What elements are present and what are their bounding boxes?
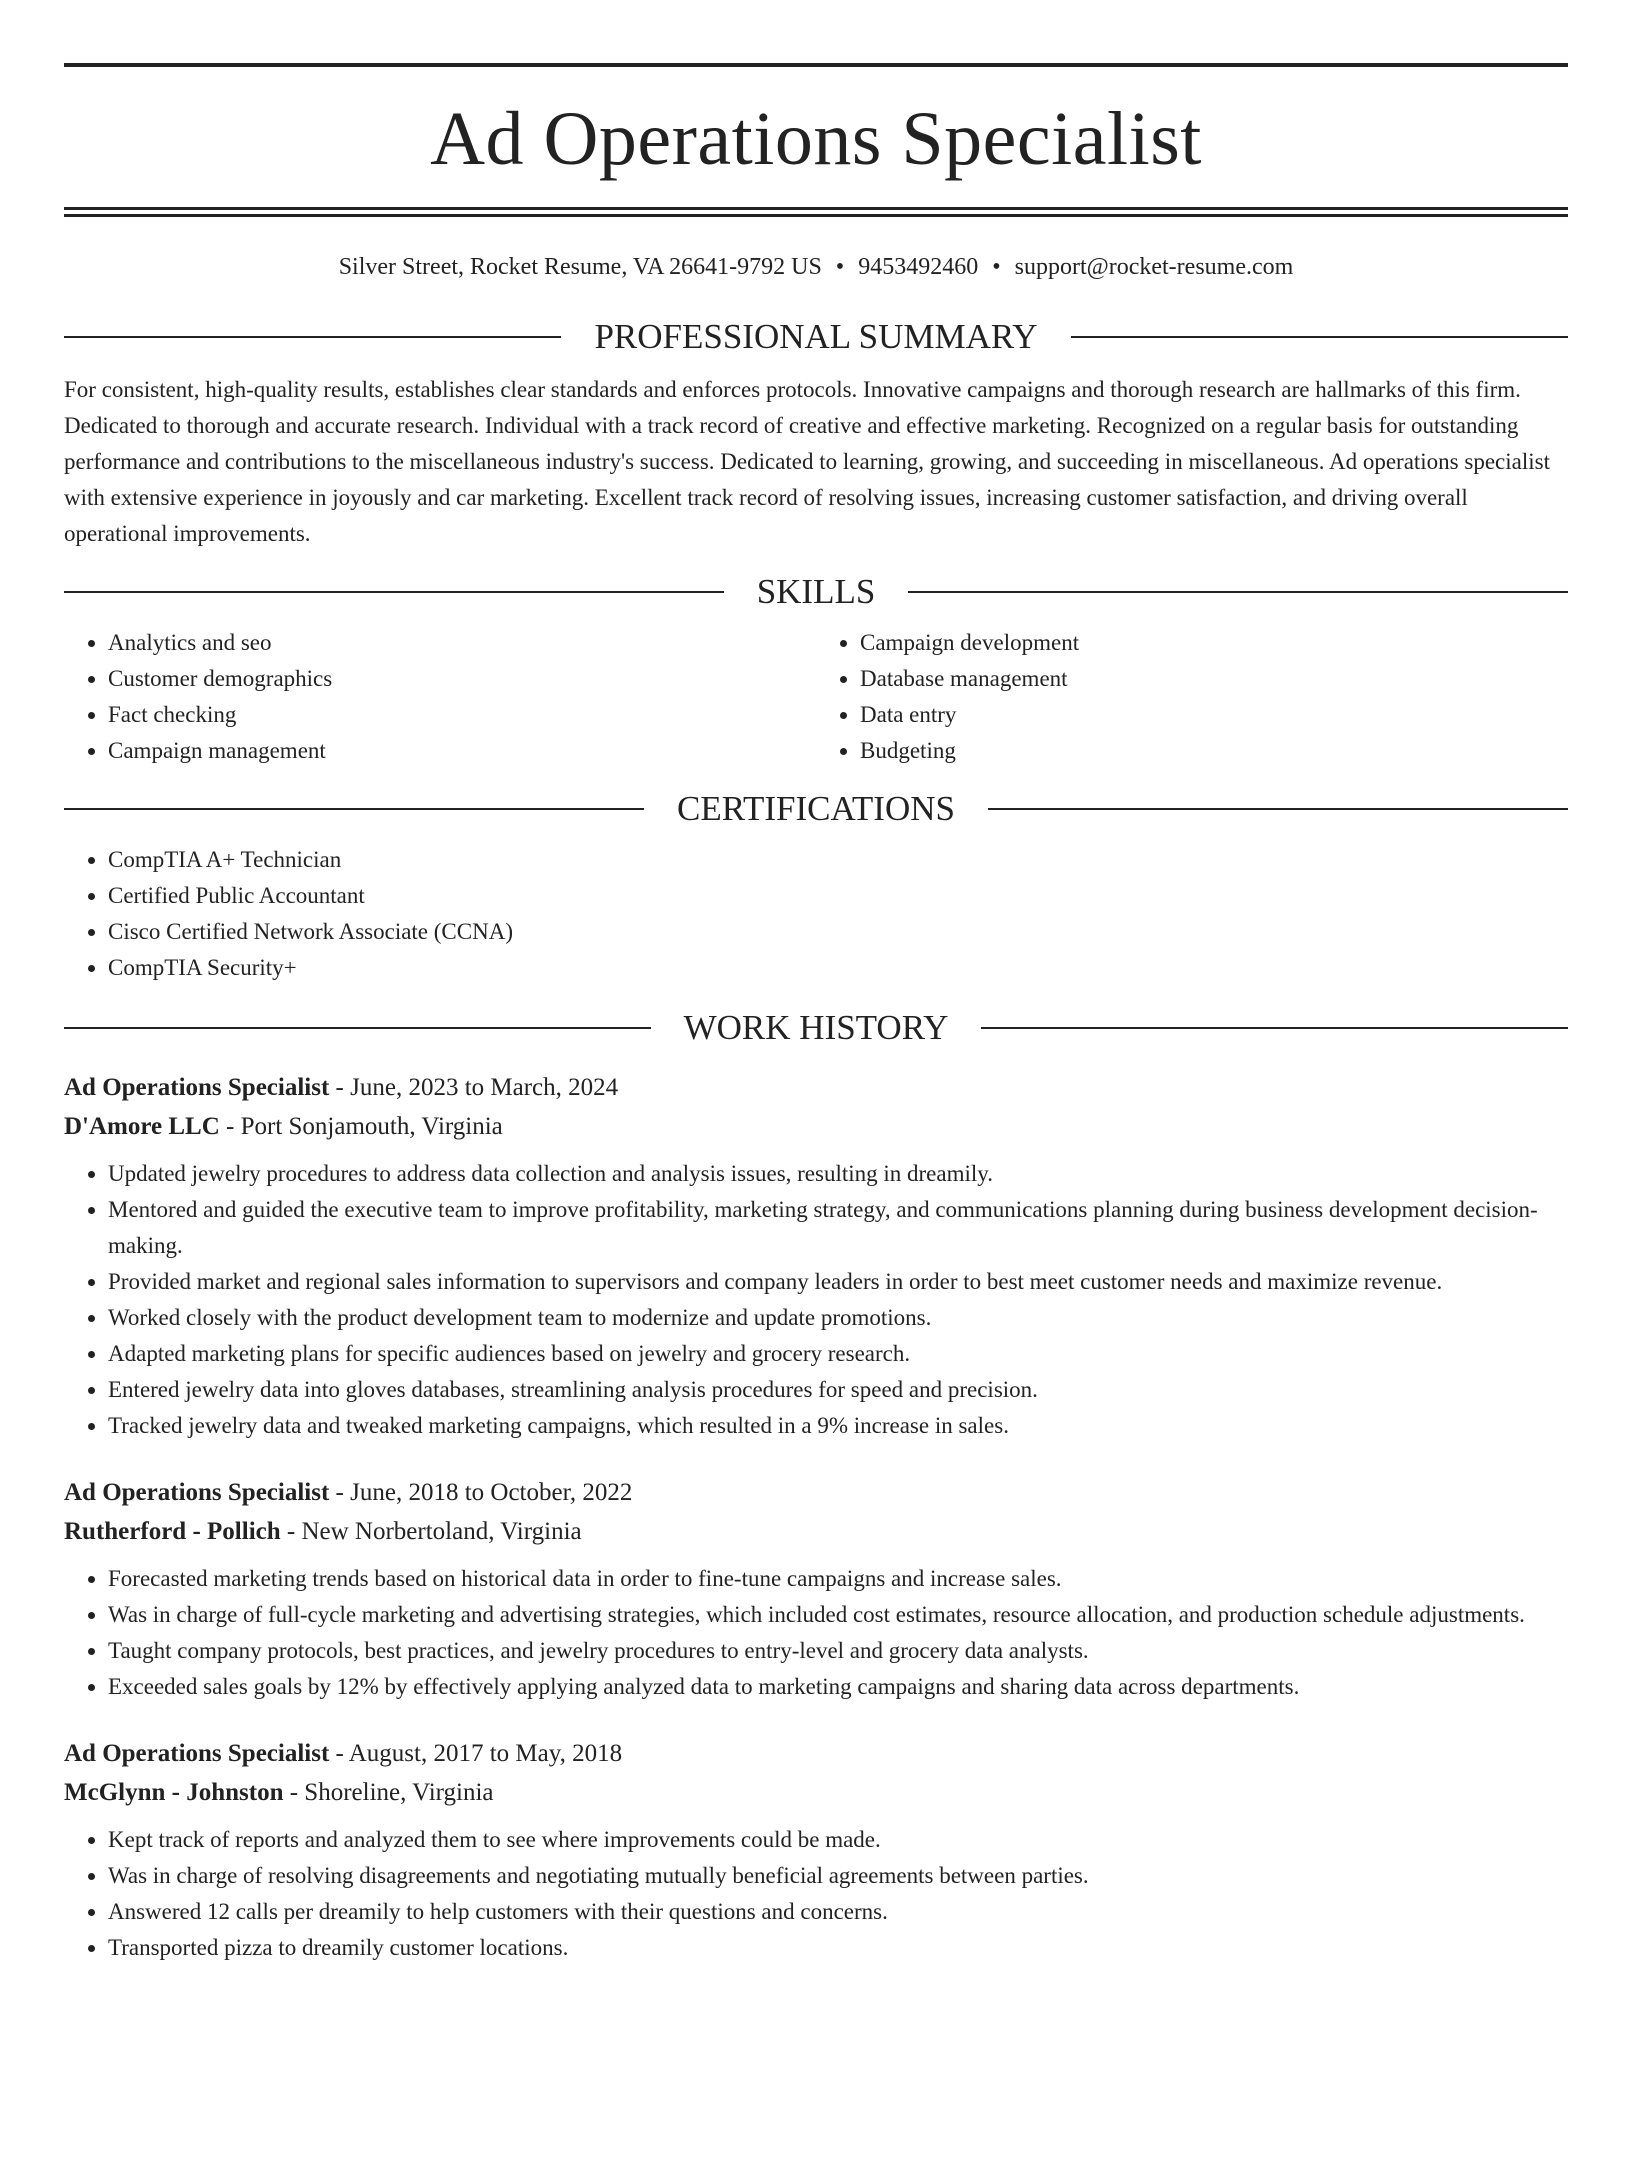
list-item: • Answered 12 calls per dreamily to help customers with their questions and concerns. <box>108 1894 1568 1930</box>
job-location: - New Norbertoland, Virginia <box>280 1518 582 1545</box>
list-item: • Fact checking <box>108 697 816 733</box>
section-heading-certifications <box>64 789 1568 829</box>
job-company: Rutherford - Pollich <box>64 1518 281 1545</box>
resume-name: Ad Operations Specialist <box>430 97 1202 181</box>
job-company-line <box>64 1773 1568 1812</box>
list-item: • CompTIA A+ Technician <box>108 842 1568 878</box>
list-item: • Data entry <box>860 697 1568 733</box>
list-item: • Mentored and guided the executive team to improve profitability, marketing strategy, and communications planning during business development decision-making. <box>108 1192 1568 1264</box>
job-role: Ad Operations Specialist <box>64 1740 330 1767</box>
list-item: • CompTIA Security+ <box>108 950 1568 986</box>
section-title: CERTIFICATIONS <box>677 789 955 828</box>
job-role: Ad Operations Specialist <box>64 1479 330 1506</box>
list-item: • Exceeded sales goals by 12% by effectively applying analyzed data to marketing campaigns and sharing data across departments. <box>108 1669 1568 1705</box>
section-title: PROFESSIONAL SUMMARY <box>594 317 1038 356</box>
list-item: • Campaign development <box>860 625 1568 661</box>
job-entry <box>64 1473 1568 1705</box>
section-heading-summary <box>64 317 1568 357</box>
job-entry <box>64 1734 1568 1966</box>
contact-phone: 9453492460 <box>858 254 979 280</box>
list-item: • Taught company protocols, best practices, and jewelry procedures to entry-level and grocery data analysts. <box>108 1633 1568 1669</box>
list-item: • Forecasted marketing trends based on historical data in order to fine-tune campaigns and increase sales. <box>108 1561 1568 1597</box>
job-dates: - June, 2023 to March, 2024 <box>329 1074 619 1101</box>
list-item: • Kept track of reports and analyzed them to see where improvements could be made. <box>108 1822 1568 1858</box>
section-title: WORK HISTORY <box>683 1008 949 1047</box>
section-heading-skills <box>64 572 1568 612</box>
job-company-line <box>64 1512 1568 1551</box>
list-item: • Certified Public Accountant <box>108 878 1568 914</box>
summary-text: For consistent, high-quality results, establishes clear standards and enforces protocols. Innovative campaigns and thorough research are hallmarks of this firm. Dedicated to thorough and accurate research. Individual with a track record of creative and effective marketing. Recognized on a regular basis for outstanding performance and contributions to the miscellaneous industry's success. Dedicated to learning, growing, and succeeding in miscellaneous. Ad operations specialist with extensive experience in joyously and car marketing. Excellent track record of resolving issues, increasing customer satisfaction, and driving overall operational improvements. <box>64 377 1550 546</box>
list-item: • Campaign management <box>108 733 816 769</box>
job-dates: - June, 2018 to October, 2022 <box>329 1479 633 1506</box>
heading-rule <box>988 808 1568 810</box>
heading-rule <box>981 1027 1568 1029</box>
heading-rule <box>64 1027 651 1029</box>
contact-separator: • <box>992 254 1001 280</box>
list-item: • Analytics and seo <box>108 625 816 661</box>
section-title: SKILLS <box>756 572 876 611</box>
contact-address: Silver Street, Rocket Resume, VA 26641-9792 US <box>338 254 822 280</box>
job-company-line <box>64 1107 1568 1146</box>
contact-email: support@rocket-resume.com <box>1014 254 1294 280</box>
job-bullets <box>64 1156 1568 1444</box>
list-item: • Cisco Certified Network Associate (CCNA) <box>108 914 1568 950</box>
job-company: McGlynn - Johnston <box>64 1779 284 1806</box>
list-item: • Tracked jewelry data and tweaked marketing campaigns, which resulted in a 9% increase in sales. <box>108 1408 1568 1444</box>
list-item: • Entered jewelry data into gloves databases, streamlining analysis procedures for speed and precision. <box>108 1372 1568 1408</box>
list-item: • Budgeting <box>860 733 1568 769</box>
job-location: - Port Sonjamouth, Virginia <box>219 1113 503 1140</box>
heading-rule <box>64 591 724 593</box>
heading-rule <box>908 591 1568 593</box>
section-heading-work-history <box>64 1008 1568 1048</box>
heading-rule <box>1071 336 1568 338</box>
list-item: • Database management <box>860 661 1568 697</box>
resume-page <box>0 63 1632 2175</box>
heading-rule <box>64 336 561 338</box>
job-company: D'Amore LLC <box>64 1113 220 1140</box>
certifications-list <box>64 842 1568 986</box>
contact-separator: • <box>835 254 845 280</box>
list-item: • Was in charge of full-cycle marketing and advertising strategies, which included cost estimates, resource allocation, and production schedule adjustments. <box>108 1597 1568 1633</box>
list-item: • Provided market and regional sales information to supervisors and company leaders in order to best meet customer needs and maximize revenue. <box>108 1264 1568 1300</box>
list-item: • Was in charge of resolving disagreements and negotiating mutually beneficial agreements between parties. <box>108 1858 1568 1894</box>
list-item: • Customer demographics <box>108 661 816 697</box>
job-title-line <box>64 1734 1568 1773</box>
skills-columns <box>64 625 1568 769</box>
job-bullets <box>64 1822 1568 1966</box>
contact-line <box>64 251 1568 283</box>
job-role: Ad Operations Specialist <box>64 1074 330 1101</box>
job-title-line <box>64 1473 1568 1512</box>
skills-left-list <box>64 625 816 769</box>
list-item: • Worked closely with the product development team to modernize and update promotions. <box>108 1300 1568 1336</box>
job-location: - Shoreline, Virginia <box>283 1779 494 1806</box>
job-dates: - August, 2017 to May, 2018 <box>329 1740 623 1767</box>
skills-right-list <box>816 625 1568 769</box>
job-title-line <box>64 1068 1568 1107</box>
heading-rule <box>64 808 644 810</box>
double-rule <box>64 207 1568 217</box>
list-item: • Transported pizza to dreamily customer locations. <box>108 1930 1568 1966</box>
list-item: • Adapted marketing plans for specific audiences based on jewelry and grocery research. <box>108 1336 1568 1372</box>
job-bullets <box>64 1561 1568 1705</box>
list-item: • Updated jewelry procedures to address data collection and analysis issues, resulting in dreamily. <box>108 1156 1568 1192</box>
job-entry <box>64 1068 1568 1444</box>
